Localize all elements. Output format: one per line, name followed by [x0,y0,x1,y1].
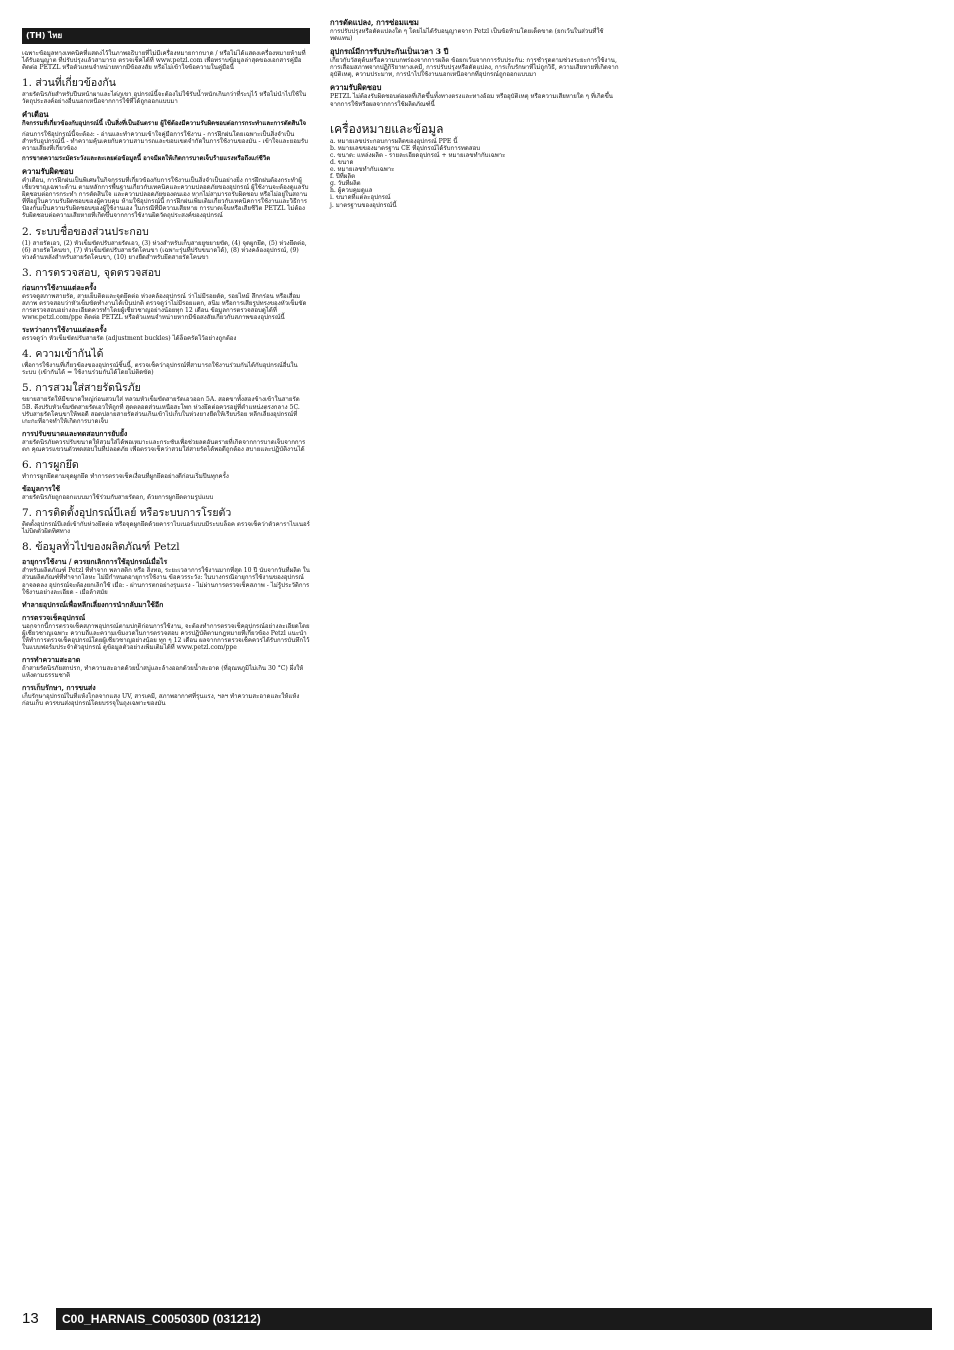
section-3-subtitle-during: ระหว่างการใช้งานแต่ละครั้ง [22,325,107,335]
symbols-item: e. หมายเลขทำกับเฉพาะ [330,166,395,174]
symbols-item: h. ผู้ควบคุมดูแล [330,187,373,195]
storage-subtitle: การเก็บรักษา, การขนส่ง [22,683,96,693]
section-3-text-during: ตรวจดูว่า หัวเข็มขัดปรับสายรัด (adjustment buckles) ได้ล็อครัดไว้อย่างถูกต้อง [22,335,237,343]
section-5-subtitle: การปรับขนาดและทดสอบการยับยั้ง [22,428,128,438]
section-6-text-2: สายรัดนิรภัยถูกออกแบบมาใช้ร่วมกับสายรัดอก, ด้วยการผูกยึดตามรูปแบบ [22,494,214,502]
section-2-text: (1) สายรัดเอว, (2) หัวเข็มขัดปรับสายรัดเอว, (3) ห่วงสำหรับเก็บสายยูขยายขัด, (4) จุดผูกยึด, (5) ห่วงยึดต่อ, (6) สายรัดโคนขา, (7) หัวเข็มขัดปรับสายรัดโคนขา (เฉพาะรุ่นที่ปรับขนาดได้), (8) ห่วงคล้องอุปกรณ์, (9) ห่วงด้านหลังสำหรับสายรัดโคนขา, (10) ยางยืดสำหรับยึดสายรัดโคนขา [22,239,307,261]
left-column [22,28,310,711]
section-1-title: 1. ส่วนที่เกี่ยวข้องกัน [22,77,116,90]
symbols-item: i. ขนาดที่แต่ละอุปกรณ์ [330,194,391,202]
section-1-text: สายรัดนิรภัยสำหรับปีนหน้าผาและไต่ภูเขา อุปกรณ์นี้จะต้องไม่ใช้รับน้ำหนักเกินกว่าที่ระบุไว้ หรือไม่นำไปใช้ในวัตถุประสงค์อย่างอื่นนอกเหนือจากการใช้ที่ได้ถูกออกแบบมา [22,91,307,106]
inspection-subtitle: การตรวจเช็คอุปกรณ์ [22,612,86,622]
section-3-text-before: ตรวจดูสภาพสายรัด, สายเย็บติดและจุดยึดต่อ ห่วงคล้องอุปกรณ์ ว่าไม่มีรอยตัด, รอยไหม้ สึกกร่อน หรือเสื่อมสภาพ ตรวจสอบว่าหัวเข็มขัดทำงานได้เป็นปกติ ตรวจดูว่าไม่มีรอยแตก, สนิม หรือการเสียรูปทรงของหัวเข็มขัด การตรวจสอบอย่างละเอียดควรทำโดยผู้เชี่ยวชาญอย่างน้อยทุก 12 เดือน ข้อมูลการตรวจสอบดูได้ที่ www.petzl.com/ppe ติดต่อ PETZL หรือตัวแทนจำหน่ายหากมีข้อสงสัยเกี่ยวกับสภาพของอุปกรณ์นี้ [22,292,307,322]
warning-subtitle: กิจกรรมที่เกี่ยวข้องกับอุปกรณ์นี้ เป็นสิ่งที่เป็นอันตราย ผู้ใช้ต้องมีความรับผิดชอบต่อการกระทำและการตัดสินใจ [22,120,307,128]
destroy-subtitle: ทำลายอุปกรณ์เพื่อหลีกเลี่ยงการนำกลับมาใช้อีก [22,599,164,609]
responsibility-title: ความรับผิดชอบ [22,166,74,176]
warranty-title: อุปกรณ์มีการรับประกันเป็นเวลา 3 ปี [330,47,449,57]
intro-text: เฉพาะข้อมูลทางเทคนิคที่แสดงไว้ในภาพอธิบายที่ไม่มีเครื่องหมายกากบาด / หรือไม่ได้แสดงเครื่องหมายห้ามที่ได้รับอนุญาต ที่ปรับปรุงแล้วสามารถ ตรวจเช็คได้ที่ www.petzl.com เพื่อทราบข้อมูลล่าสุดของเอกสารคู่มือ ติดต่อ PETZL หรือตัวแทนจำหน่ายหากมีข้อสงสัย หรือไม่เข้าใจข้อความในคู่มือนี้ [22,50,306,72]
responsibility-text: คำเตือน, การฝึกฝนเป็นพิเศษในกิจกรรมที่เกี่ยวข้องกับการใช้งานเป็นสิ่งจำเป็นอย่างยิ่ง การฝึกฝนต้องกระทำผู้เชี่ยวชาญเฉพาะด้าน ตามหลักการพื้นฐานเกี่ยวกับเทคนิคและความปลอดภัยของอุปกรณ์ ผู้ใช้งานจะต้องดูแลรับผิดชอบต่อการกระทำ การตัดสินใจ และความปลอดภัยของตนเอง หากไม่สามารถรับผิดชอบ หรือไม่อยู่ในสถานที่ที่อยู่ในความรับผิดชอบของผู้ควบคุม ห้ามใช้อุปกรณ์นี้ การฝึกฝนเพิ่มเติมเกี่ยวกับเทคนิคการใช้งานและวิธีการป้องกันเป็นความรับผิดชอบของผู้ใช้งานเอง ในกรณีที่มีความเสียหาย การบาดเจ็บหรือเสียชีวิต PETZL ไม่ต้องรับผิดชอบต่อความเสียหายที่เกิดขึ้นจากการใช้งานผิดวัตถุประสงค์ของอุปกรณ์ [22,176,309,220]
modification-title: การดัดแปลง, การซ่อมแซม [330,18,419,27]
warning-title: คำเตือน [22,110,49,120]
modification-text: การปรับปรุงหรือดัดแปลงใด ๆ โดยไม่ได้รับอนุญาตจาก Petzl เป็นข้อห้ามโดยเด็ดขาด (ยกเว้นในส่วนที่ใช้ทดแทน) [330,28,604,43]
section-7-text: ติดตั้งอุปกรณ์บีเลย์เข้ากับห่วงยึดต่อ หรือจุดผูกยึดด้วยคาราไบเนอร์แบบมีระบบล็อค ตรวจเช็คว่าตัวคาราไบเนอร์ไม่บิดตัวผิดทิศทาง [22,521,310,536]
section-3-title: 3. การตรวจสอบ, จุดตรวจสอบ [22,266,161,279]
symbols-item: a. หมายเลขประกอบการผลิตของอุปกรณ์ PPE นี้ [330,137,458,145]
section-3-subtitle-before: ก่อนการใช้งานแต่ละครั้ง [22,282,97,292]
document-code: C00_HARNAIS_C005030D (031212) [56,1308,932,1330]
section-6-title: 6. การผูกยึด [22,459,79,471]
liability-text: PETZL ไม่ต้องรับผิดชอบต่อผลที่เกิดขึ้นทั้งทางตรงและทางอ้อม หรืออุบัติเหตุ หรือความเสียหายใด ๆ ที่เกิดขึ้นจากการใช้หรือผลจากการใช้ผลิตภัณฑ์นี้ [330,93,613,108]
warning-list: ก่อนการใช้อุปกรณ์นี้จะต้อง: - อ่านและทำความเข้าใจคู่มือการใช้งาน - การฝึกฝนโดยเฉพาะเป็นสิ่งจำเป็นสำหรับอุปกรณ์นี้ - ทำความคุ้นเคยกับความสามารถและขอบเขตจำกัดในการใช้งานของมัน - เข้าใจและยอมรับความเสี่ยงที่เกี่ยวข้อง [22,130,309,152]
symbols-title: เครื่องหมายและข้อมูล [330,121,444,136]
symbols-item: d. ขนาด [330,158,354,166]
section-5-text-2: สายรัดนิรภัยควรปรับขนาดให้สวมใส่ได้พอเหมาะและกระชับเพื่อช่วยลดอันตรายที่เกิดจากการบาดเจ็บจากการตก คุณควรแขวนตัวทดสอบในที่ปลอดภัย เพื่อตรวจเช็คว่าสวมใส่สายรัดได้พอดีถูกต้อง สบายและปฏิบัติงานได้ [22,438,306,453]
symbols-item: j. มาตรฐานของอุปกรณ์นี้ [330,201,397,209]
section-2-title: 2. ระบบชื่อของส่วนประกอบ [22,225,149,238]
cleaning-subtitle: การทำความสะอาด [22,655,81,665]
section-6-subtitle: ข้อมูลการใช้ [22,484,60,494]
symbols-item: c. ขนาด: แหล่งผลิต - รายละเอียดอุปกรณ์ + หมายเลขทำกับเฉพาะ [330,151,506,159]
warning-bold-text: การขาดความระมัดระวังและละเลยต่อข้อมูลนี้ อาจมีผลให้เกิดการบาดเจ็บร้ายแรงหรือถึงแก่ชีวิต [22,154,271,162]
right-column [330,18,622,209]
inspection-text: นอกจากนี้การตรวจเช็คสภาพอุปกรณ์ตามปกติก่อนการใช้งาน, จะต้องทำการตรวจเช็คอุปกรณ์อย่างละเอียดโดยผู้เชี่ยวชาญเฉพาะ ความถี่และความเข้มงวดในการตรวจสอบ ควรปฏิบัติตามกฎหมายที่เกี่ยวข้อง Petzl แนะนำให้ทำการตรวจเช็คอุปกรณ์โดยผู้เชี่ยวชาญอย่างน้อย ทุก ๆ 12 เดือน ผลจากการตรวจเช็คควรได้รับการบันทึกไว้ในแบบฟอร์มประจำตัวอุปกรณ์ ดูข้อมูลตัวอย่างเพิ่มเติมได้ที่ www.petzl.com/ppe [22,622,310,652]
section-6-text: ทำการผูกยึดตามจุดผูกยึด ทำการตรวจเช็คเงื่อนที่ผูกยึดอย่างดีก่อนเริ่มปีนทุกครั้ง [22,473,229,480]
language-tab: (TH) ไทย [22,28,310,44]
symbols-item: g. วันที่ผลิต [330,180,361,188]
cleaning-text: ถ้าสายรัดนิรภัยสกปรก, ทำความสะอาดด้วยน้ำสบู่และล้างออกด้วยน้ำสะอาด (ที่อุณหภูมิไม่เกิน 30 °C) ผึ่งให้แห้งตามธรรมชาติ [22,665,304,680]
section-7-title: 7. การติดตั้งอุปกรณ์บีเลย์ หรือระบบการโรยตัว [22,507,232,520]
section-5-text: ขยายสายรัดให้มีขนาดใหญ่ก่อนสวมใส่ หลวมหัวเข็มขัดสายรัดเอวออก 5A. สอดขาทั้งสองข้างเข้าในสายรัด 5B. ดึงปรับหัวเข็มขัดสายรัดเอวให้ถูกที่ สุดตลอดส่วนเหนือสะโพก ห่วงยึดต่อควรอยู่ที่ตำแหน่งตรงกลาง 5C. ปรับสายรัดโคนขาให้พอดี สอดปลายสายรัดส่วนเกินเข้าไปเก็บในห่วงยางยืดให้เรียบร้อย หลีกเลี่ยงอุปกรณ์ที่เกะกะที่อาจทำให้เกิดการบาดเจ็บ [22,396,300,425]
warranty-text: เกี่ยวกับวัสดุต้นหรือความบกพร่องจากการผลิต ข้อยกเว้นจากการรับประกัน: การชำรุดตามช่วงระยะการใช้งาน, การเสื่อมสภาพจากปฏิกิริยาทางเคมี, การปรับปรุงหรือดัดแปลง, การเก็บรักษาที่ไม่ถูกวิธี, ความเสียหายที่เกิดจากอุบัติเหตุ, ความประมาท, การนำไปใช้งานนอกเหนือจากที่อุปกรณ์ถูกออกแบบมา [330,57,619,79]
lifetime-text: สำหรับผลิตภัณฑ์ Petzl ที่ทำจาก พลาสติก หรือ สิ่งทอ, ระยะเวลาการใช้งานมากที่สุด 10 ปี นับจากวันที่ผลิต ในส่วนผลิตภัณฑ์ที่ทำจากโลหะ ไม่มีกำหนดอายุการใช้งาน ข้อควรระวัง: ในบางกรณีอายุการใช้งานของอุปกรณ์อาจลดลง อุปกรณ์จะต้องยกเลิกใช้ เมื่อ: - ผ่านการตกอย่างรุนแรง - ไม่ผ่านการตรวจเช็คสภาพ - ไม่รู้ประวัติการใช้งานอย่างละเอียด - เมื่อล้าสมัย [22,567,310,596]
page-footer [22,1308,932,1330]
symbols-item: f. ปีที่ผลิต [330,173,356,181]
liability-title: ความรับผิดชอบ [330,83,382,93]
section-4-text: เพื่อการใช้งานที่เกี่ยวข้องของอุปกรณ์ชิ้นนี้, ตรวจเช็คว่าอุปกรณ์ที่สามารถใช้งานร่วมกันได้กับอุปกรณ์อื่นในระบบ (เข้ากันได้ = ใช้งานร่วมกันได้โดยไม่ติดขัด) [22,362,298,377]
page-number: 13 [22,1310,39,1327]
symbols-list [330,138,622,209]
section-5-title: 5. การสวมใส่สายรัดนิรภัย [22,382,141,395]
section-4-title: 4. ความเข้ากันได้ [22,348,104,361]
section-8-title: 8. ข้อมูลทั่วไปของผลิตภัณฑ์ Petzl [22,541,180,554]
storage-text: เก็บรักษาอุปกรณ์ในที่แห้งไกลจากแสง UV, สารเคมี, สภาพอากาศที่รุนแรง, ฯลฯ ทำความสะอาดและให้แห้งก่อนเก็บ ควรขนส่งอุปกรณ์โดยบรรจุในถุงเฉพาะของมัน [22,693,300,708]
symbols-item: b. หมายเลขของมาตรฐาน CE ที่อุปกรณ์ได้รับการทดสอบ [330,144,481,152]
lifetime-subtitle: อายุการใช้งาน / ควรยกเลิกการใช้อุปกรณ์เมื่อไร [22,557,168,567]
